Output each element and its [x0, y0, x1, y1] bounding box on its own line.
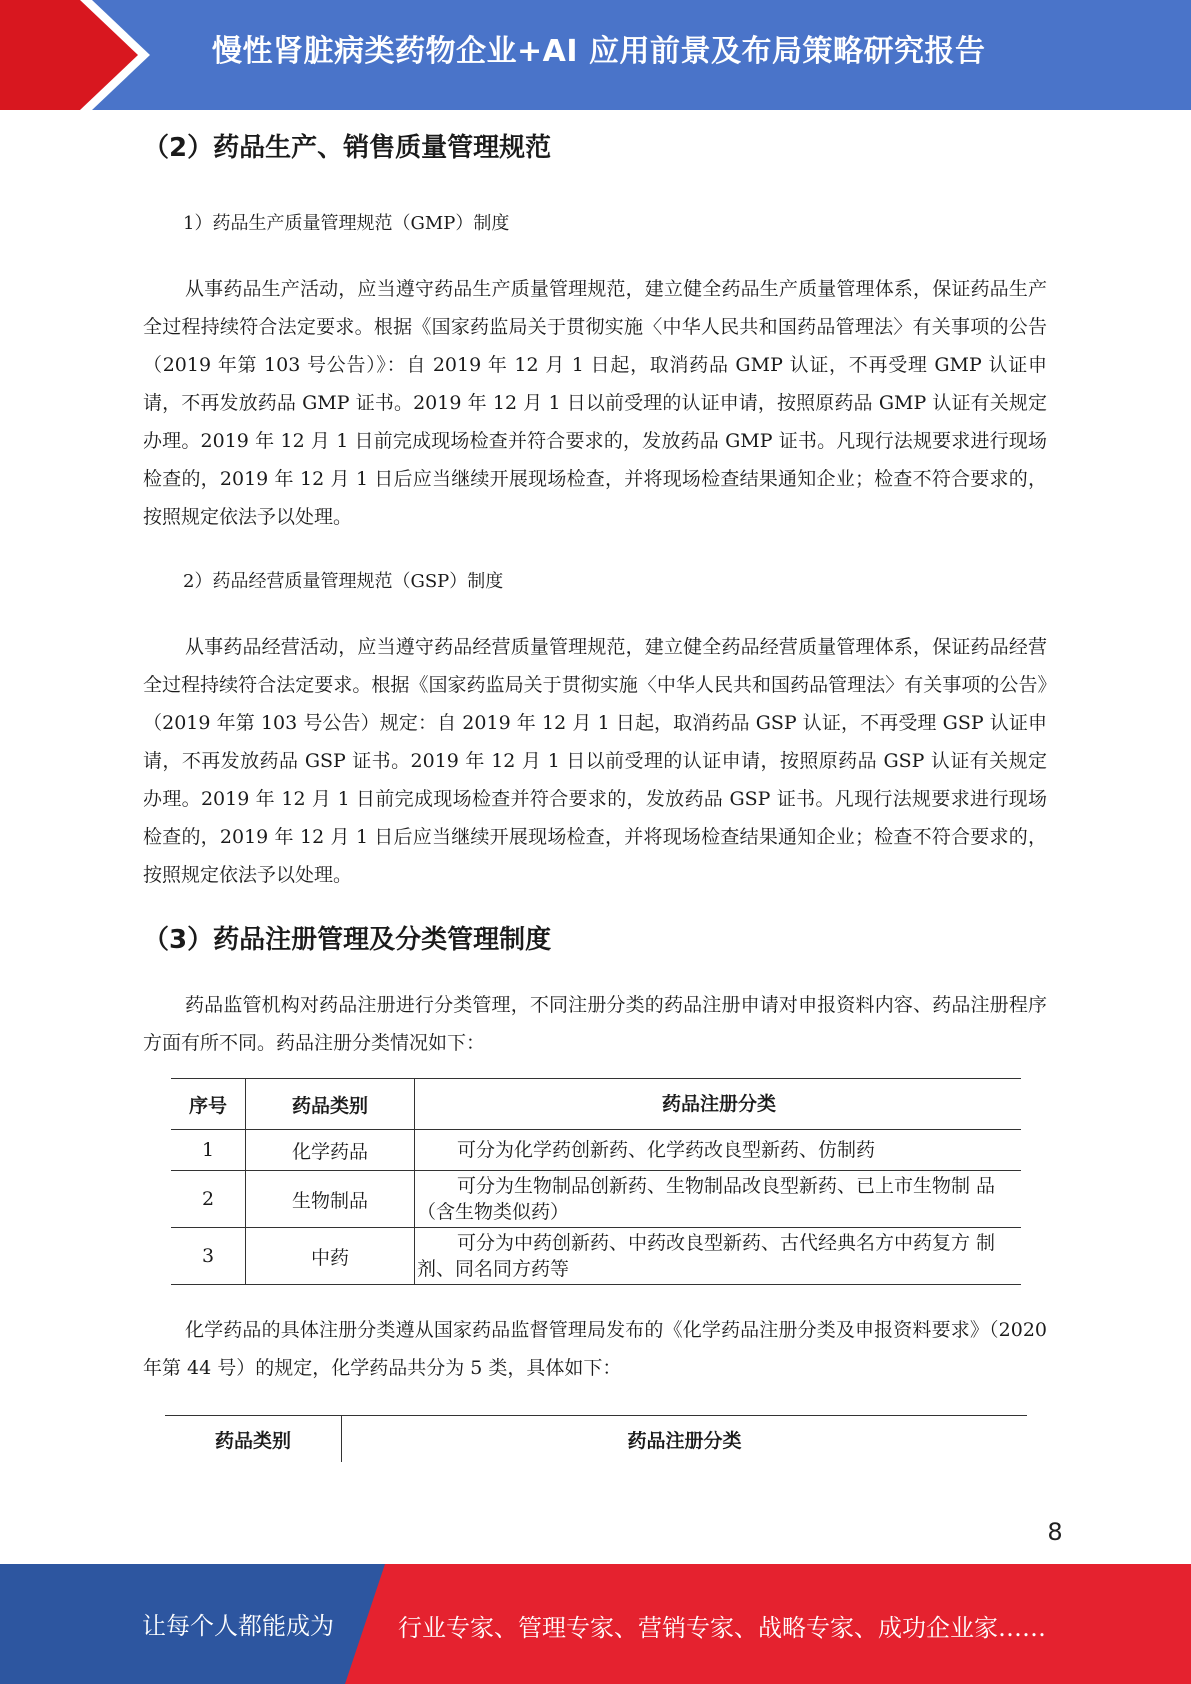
subheading-gmp: 1）药品生产质量管理规范（GMP）制度 — [183, 213, 510, 234]
header-registration-class: 药品注册分类 — [627, 1429, 742, 1452]
registration-category-table — [171, 1078, 1021, 1285]
cell-classification: 可分为化学药创新药、化学药改良型新药、仿制药 — [415, 1130, 1022, 1171]
table-row — [171, 1228, 1021, 1285]
header-index: 序号 — [171, 1079, 246, 1130]
table-row — [171, 1171, 1021, 1228]
table-header-row — [165, 1416, 1027, 1463]
paragraph-gmp: 从事药品生产活动，应当遵守药品生产质量管理规范，建立健全药品生产质量管理体系，保证药品生产全过程持续符合法定要求。根据《国家药监局关于贯彻实施〈中华人民共和国药品管理法〉有关事项的公告（2019 年第 103 号公告）》：自 2019 年 12 月 1 日起，取消药品 GMP 认证，不再受理 GMP 认证申请，不再发放药品 GMP 证书。2019 年 12 月 1 日以前受理的认证申请，按照原药品 GMP 认证有关规定办理。2019 年 12 月 1 日前完成现场检查并符合要求的，发放药品 GMP 证书。凡现行法规要求进行现场检查的，2019 年 12 月 1 日后应当继续开展现场检查，并将现场检查结果通知企业；检查不符合要求的，按照规定依法予以处理。 — [143, 278, 1047, 528]
table-row — [171, 1130, 1021, 1171]
header-drug-category: 药品类别 — [165, 1416, 342, 1463]
cell-category: 生物制品 — [246, 1171, 415, 1228]
subheading-gsp: 2）药品经营质量管理规范（GSP）制度 — [183, 571, 504, 592]
page-number: 8 — [1047, 1518, 1063, 1546]
cell-category: 中药 — [246, 1228, 415, 1285]
cell-index: 1 — [171, 1130, 246, 1171]
cell-classification: 可分为生物制品创新药、生物制品改良型新药、已上市生物制 品（含生物类似药） — [415, 1171, 1022, 1228]
paragraph-registration-intro: 药品监管机构对药品注册进行分类管理，不同注册分类的药品注册申请对申报资料内容、药品注册程序方面有所不同。药品注册分类情况如下： — [143, 994, 1047, 1054]
header-registration-class: 药品注册分类 — [415, 1079, 1022, 1130]
paragraph-gsp: 从事药品经营活动，应当遵守药品经营质量管理规范，建立健全药品经营质量管理体系，保证药品经营全过程持续符合法定要求。根据《国家药监局关于贯彻实施〈中华人民共和国药品管理法〉有关事项的公告》（2019 年第 103 号公告）规定：自 2019 年 12 月 1 日起，取消药品 GSP 认证，不再受理 GSP 认证申请，不再发放药品 GSP 证书。2019 年 12 月 1 日以前受理的认证申请，按照原药品 GSP 认证有关规定办理。2019 年 12 月 1 日前完成现场检查并符合要求的，发放药品 GSP 证书。凡现行法规要求进行现场检查的，2019 年 12 月 1 日后应当继续开展现场检查，并将现场检查结果通知企业；检查不符合要求的，按照规定依法予以处理。 — [143, 636, 1047, 886]
paragraph-chemical-intro: 化学药品的具体注册分类遵从国家药品监督管理局发布的《化学药品注册分类及申报资料要求》（2020 年第 44 号）的规定，化学药品共分为 5 类，具体如下： — [143, 1319, 1047, 1379]
footer-slogan-right: 行业专家、管理专家、营销专家、战略专家、成功企业家…… — [398, 1614, 1046, 1642]
cell-classification: 可分为中药创新药、中药改良型新药、古代经典名方中药复方 制剂、同名同方药等 — [415, 1228, 1022, 1285]
cell-index: 3 — [171, 1228, 246, 1285]
chemical-registration-table — [165, 1415, 1027, 1462]
cell-category: 化学药品 — [246, 1130, 415, 1171]
header-drug-category: 药品类别 — [246, 1079, 415, 1130]
page-footer — [0, 1564, 1191, 1684]
report-title: 慢性肾脏病类药物企业+AI 应用前景及布局策略研究报告 — [212, 34, 986, 69]
section-heading-registration: （3）药品注册管理及分类管理制度 — [143, 925, 552, 955]
table-header-row — [171, 1079, 1021, 1130]
page-content — [143, 118, 1047, 1462]
header-arrow-decoration — [0, 0, 200, 110]
page-header — [0, 0, 1191, 110]
cell-index: 2 — [171, 1171, 246, 1228]
section-heading-quality: （2）药品生产、销售质量管理规范 — [143, 133, 552, 163]
footer-slogan-left: 让每个人都能成为 — [142, 1612, 334, 1640]
